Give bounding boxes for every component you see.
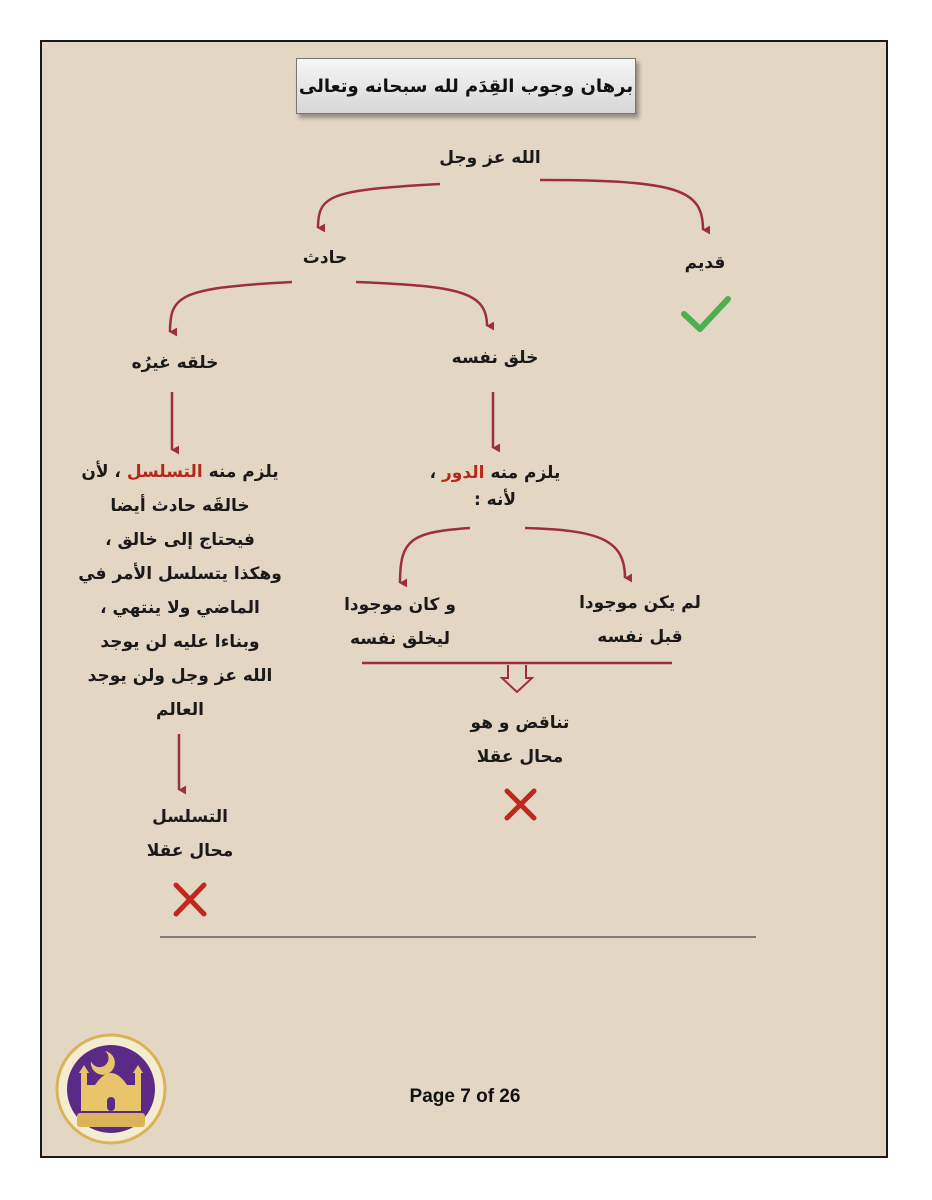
arrow-because-to-left — [400, 528, 470, 583]
page-number: Page 7 of 26 — [409, 1086, 521, 1107]
circular-first-line: يلزم منه الدور ، — [429, 463, 561, 483]
cross-icon-regress — [176, 885, 204, 914]
regress-term: التسلسل — [126, 462, 203, 482]
node-created-itself: خلق نفسه — [451, 348, 539, 368]
regress-explanation — [65, 455, 295, 727]
node-contingent: حادث — [302, 248, 348, 268]
regress-line: وبناءا عليه لن يوجد — [100, 632, 260, 652]
option-right-line-1: لم يكن موجودا — [579, 593, 701, 613]
arrow-root-to-eternal — [540, 180, 703, 230]
regress-line: العالم — [156, 700, 204, 720]
arrow-because-to-right — [525, 528, 625, 578]
regress-first-line: يلزم منه التسلسل ، لأن — [81, 462, 279, 482]
arrow-root-to-contingent — [318, 184, 440, 228]
regress-line: فيحتاج إلى خالق ، — [105, 530, 255, 550]
option-right-line-2: قبل نفسه — [597, 627, 683, 647]
circular-conclusion-line-2: محال عقلا — [476, 747, 564, 767]
regress-line: خالقَه حادث أيضا — [110, 496, 250, 516]
circular-explanation — [395, 460, 595, 514]
node-eternal: قديم — [684, 253, 726, 273]
node-created-by-other: خلقه غيرُه — [131, 353, 219, 373]
regress-conclusion-line-2: محال عقلا — [146, 841, 234, 861]
check-icon — [684, 299, 728, 329]
arrow-contingent-to-itself — [356, 282, 487, 326]
option-left-line-2: ليخلق نفسه — [350, 629, 450, 649]
title-text: برهان وجوب القِدَم لله سبحانه وتعالى — [298, 75, 634, 97]
regress-line: الماضي ولا ينتهي ، — [100, 598, 260, 618]
circular-term: الدور — [442, 463, 485, 483]
option-left-line-1: و كان موجودا — [344, 595, 456, 615]
regress-conclusion — [110, 800, 270, 868]
school-logo — [55, 1033, 167, 1145]
option-left — [320, 588, 480, 656]
option-right — [555, 586, 725, 654]
circular-conclusion-line-1: تناقض و هو — [470, 713, 570, 733]
regress-line: وهكذا يتسلسل الأمر في — [78, 564, 282, 584]
node-root: الله عز وجل — [439, 148, 541, 168]
implication-arrow — [502, 665, 532, 692]
cross-icon-circular — [507, 791, 534, 818]
regress-line: الله عز وجل ولن يوجد — [87, 666, 273, 686]
circular-because: لأنه : — [473, 490, 517, 511]
arrow-contingent-to-other — [170, 282, 292, 332]
regress-conclusion-line-1: التسلسل — [152, 807, 228, 827]
circular-conclusion — [440, 706, 600, 774]
